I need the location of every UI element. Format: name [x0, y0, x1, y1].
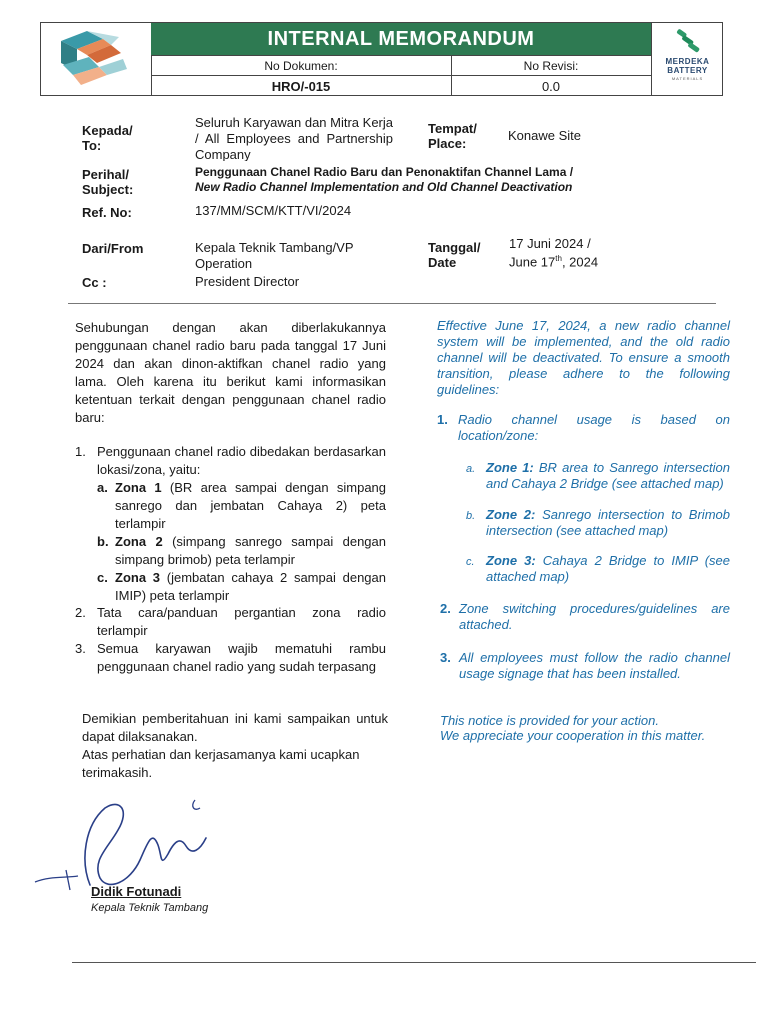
header-values-row: [151, 75, 651, 96]
en-zone3-label: Zone 3:: [486, 553, 536, 568]
en-item-b-letter: b.: [466, 510, 476, 522]
en-zone1-text: BR area to Sanrego intersection and Cahaya 2 Bridge (see attached map): [486, 460, 730, 491]
en-item3-text: All employees must follow the radio channel usage signage that has been installed.: [459, 650, 730, 681]
id-item2-number: 2.: [75, 605, 86, 620]
subject-label: Perihal/ Subject:: [82, 167, 134, 197]
en-closing2: We appreciate your cooperation in this matter.: [440, 728, 706, 743]
en-item1-text: Radio channel usage is based on location/zone:: [458, 412, 730, 443]
en-item-c-letter: c.: [466, 556, 475, 568]
id-closing2: Atas perhatian dan kerjasamanya kami ucapkan terimakasih.: [82, 747, 360, 780]
id-item-b-letter: b.: [97, 534, 109, 549]
en-item-b: [486, 507, 730, 539]
id-item1-number: 1.: [75, 444, 86, 459]
id-item1-text: Penggunaan chanel radio dibedakan berdasarkan lokasi/zona, yaitu:: [97, 444, 386, 477]
id-item3-number: 3.: [75, 641, 86, 656]
en-intro: Effective June 17, 2024, a new radio channel system will be implemented, and the old radio channel will be deactivated. To ensure a smooth transition, please adhere to the following guidelines:: [437, 318, 730, 397]
footer-divider: [72, 962, 756, 963]
en-item-a: [486, 460, 730, 492]
id-zone2-label: Zona 2: [115, 534, 163, 549]
id-zone3-text: (jembatan cahaya 2 sampai dengan IMIP) peta terlampir: [115, 570, 386, 603]
revision-label: No Revisi:: [523, 59, 579, 73]
en-item1-number: 1.: [437, 412, 448, 427]
subject-id: Penggunaan Chanel Radio Baru dan Penonaktifan Channel Lama /: [195, 165, 574, 179]
id-closing1: Demikian pemberitahuan ini kami sampaikan untuk dapat dilaksanakan.: [82, 711, 388, 744]
id-item-a-letter: a.: [97, 480, 108, 495]
id-item3-text: Semua karyawan wajib mematuhi rambu penggunaan chanel radio yang sudah terpasang: [97, 641, 386, 674]
brand-logo-cell: [651, 23, 723, 95]
place-label: Tempat/ Place:: [428, 121, 477, 151]
en-item-c: [486, 553, 730, 585]
doc-no-label: No Dokumen:: [151, 56, 452, 76]
company-logo-cell: [41, 23, 152, 95]
brand-name-line3: MATERIALS: [671, 76, 704, 81]
id-zone1-text: (BR area sampai dengan simpang sanrego dan jembatan Cahaya 2) peta terlampir: [115, 480, 387, 531]
id-item-c-letter: c.: [97, 570, 108, 585]
en-zone1-label: Zone 1:: [486, 460, 534, 475]
from-value: Kepala Teknik Tambang/VP Operation: [195, 240, 354, 271]
signatory-name: Didik Fotunadi: [91, 884, 182, 899]
id-zone3-label: Zona 3: [115, 570, 161, 585]
cc-value: President Director: [195, 274, 300, 289]
date-en-main: June 17: [509, 254, 556, 270]
header-labels-row: [151, 55, 651, 76]
signatory-title: Kepala Teknik Tambang: [91, 902, 209, 914]
document-header: [40, 22, 723, 96]
en-zone3-text: Cahaya 2 Bridge to IMIP (see attached map): [486, 553, 730, 584]
company-logo-icon: [41, 23, 151, 95]
ref-label: Ref. No:: [82, 205, 132, 220]
id-zone2-text: (simpang sanrego sampai dengan simpang brimob) peta terlampir: [115, 534, 386, 567]
id-item-a: [115, 479, 386, 533]
brand-name-line2: BATTERY: [667, 66, 708, 75]
date-en-year: , 2024: [561, 254, 599, 270]
id-item-b: [115, 533, 386, 569]
en-zone2-text: Sanrego intersection to Brimob intersection (see attached map): [486, 507, 730, 538]
from-label: Dari/From: [82, 241, 144, 256]
en-item-a-letter: a.: [466, 463, 476, 475]
to-label: Kepada/ To:: [82, 123, 133, 153]
meta-divider: [68, 303, 716, 304]
en-zone2-label: Zone 2:: [486, 507, 536, 522]
date-id: 17 Juni 2024 /: [509, 236, 591, 251]
en-item3-number: 3.: [440, 650, 451, 665]
brand-leaf-icon: [652, 25, 723, 59]
ref-value: 137/MM/SCM/KTT/VI/2024: [195, 203, 352, 218]
subject-en: New Radio Channel Implementation and Old Channel Deactivation: [195, 180, 573, 194]
memo-title: INTERNAL MEMORANDUM: [151, 23, 651, 55]
revision-value: 0.0: [541, 78, 561, 94]
doc-no-value: HRO/-015: [151, 76, 452, 96]
date-en: [509, 251, 598, 270]
en-closing1: This notice is provided for your action.: [440, 713, 659, 728]
id-item2-text: Tata cara/panduan pergantian zona radio terlampir: [97, 605, 386, 638]
brand-name-line1: MERDEKA: [665, 57, 710, 66]
to-value: Seluruh Karyawan dan Mitra Kerja / All Employees and Partnership Company: [195, 115, 393, 161]
id-item-c: [115, 569, 386, 605]
id-zone1-label: Zona 1: [115, 480, 162, 495]
id-intro: Sehubungan dengan akan diberlakukannya penggunaan chanel radio baru pada tanggal 17 Juni 2024 dan akan dinon-aktifkan chanel radio yang lama. Oleh karena itu berikut kami informasikan ketentuan terkait dengan penggunaan chanel radio baru:: [75, 320, 386, 425]
date-label: Tanggal/ Date: [428, 240, 481, 270]
place-value: Konawe Site: [508, 128, 581, 143]
en-item2-number: 2.: [440, 601, 451, 616]
cc-label: Cc :: [82, 275, 107, 290]
date-en-suffix: th: [555, 254, 562, 263]
en-item2-text: Zone switching procedures/guidelines are attached.: [459, 601, 730, 632]
